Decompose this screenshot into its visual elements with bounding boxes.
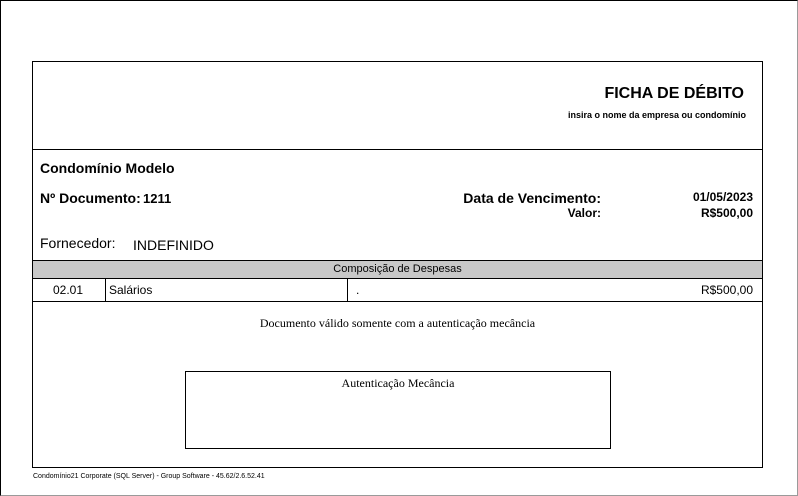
slip-title: FICHA DE DÉBITO bbox=[604, 85, 744, 102]
column-divider bbox=[347, 279, 348, 301]
amount-label: Valor: bbox=[567, 206, 601, 220]
debit-slip bbox=[32, 61, 763, 468]
expense-code: 02.01 bbox=[53, 283, 84, 297]
validity-notice: Documento válido somente com a autenticação mecância bbox=[259, 316, 536, 330]
document-number-value: 1211 bbox=[143, 191, 172, 206]
authentication-label: Autenticação Mecância bbox=[341, 376, 455, 390]
expense-description: Salários bbox=[109, 283, 153, 297]
expense-note: . bbox=[356, 283, 360, 297]
table-row bbox=[33, 279, 762, 302]
column-divider bbox=[105, 279, 106, 301]
expense-amount: R$500,00 bbox=[700, 283, 753, 297]
header-divider bbox=[33, 149, 762, 150]
supplier-label: Fornecedor: bbox=[40, 235, 116, 251]
due-date-label: Data de Vencimento: bbox=[463, 190, 601, 206]
amount-value: R$500,00 bbox=[700, 206, 753, 220]
footer-text: Condomínio21 Corporate (SQL Server) - Group Software - 45.62/2.6.52.41 bbox=[33, 473, 265, 480]
supplier-value: INDEFINIDO bbox=[133, 237, 214, 253]
expenses-section-header: Composição de Despesas bbox=[33, 260, 762, 279]
authentication-box bbox=[185, 371, 611, 449]
company-name: Condomínio Modelo bbox=[40, 160, 175, 176]
slip-subtitle: insira o nome da empresa ou condomínio bbox=[567, 110, 746, 120]
due-date-value: 01/05/2023 bbox=[692, 190, 753, 204]
document-number-label: Nº Documento: bbox=[40, 190, 141, 206]
